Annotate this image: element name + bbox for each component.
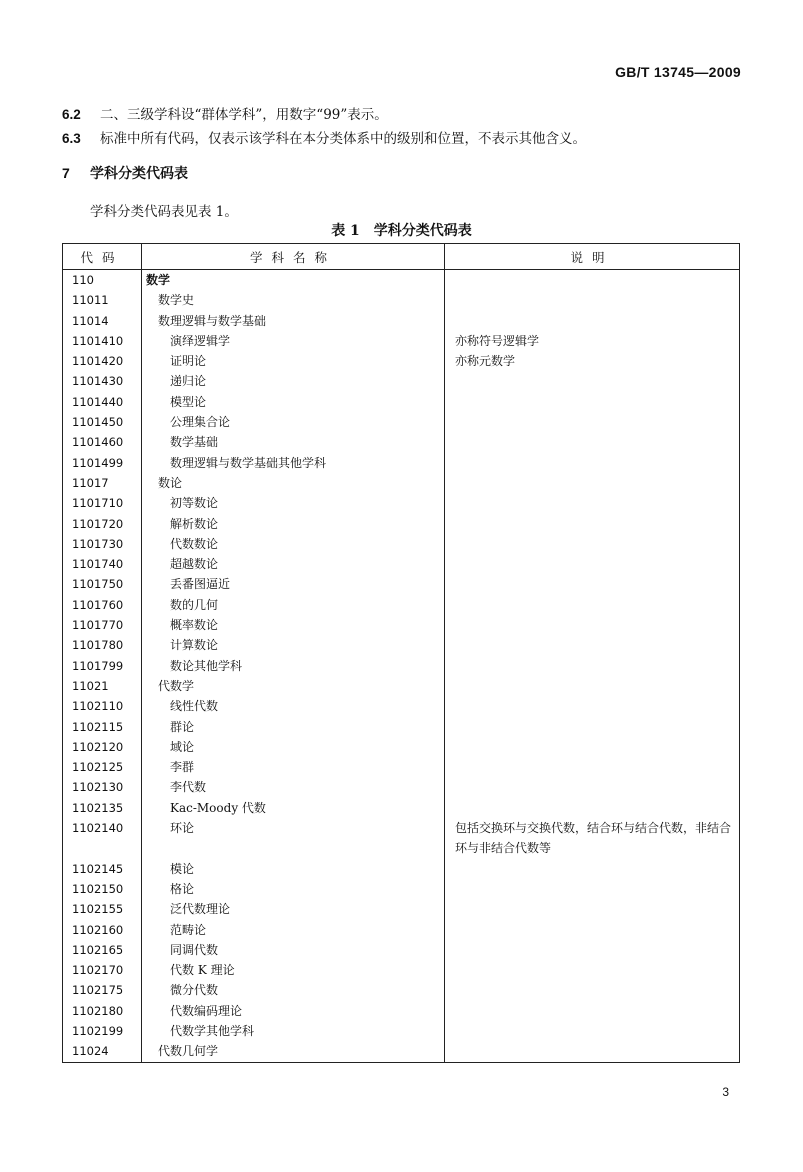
row-name: 范畴论 [170, 922, 207, 937]
row-code: 1102125 [63, 757, 142, 777]
row-name: 模型论 [170, 394, 207, 409]
row-name: 数理逻辑与数学基础 [158, 313, 267, 328]
header-code: 代码 [63, 244, 142, 270]
row-name: 李代数 [170, 780, 207, 795]
row-name-cell [142, 920, 445, 940]
row-name: 代数 K 理论 [170, 963, 235, 978]
table-body [63, 270, 740, 1063]
row-name-cell [142, 1021, 445, 1041]
row-code: 1101750 [63, 574, 142, 594]
row-code: 1102165 [63, 940, 142, 960]
table-row [63, 371, 740, 391]
table-row [63, 717, 740, 737]
table-row [63, 737, 740, 757]
clause-6-3 [62, 127, 586, 147]
row-code: 1102115 [63, 717, 142, 737]
header-note: 说明 [445, 244, 740, 270]
table-row [63, 290, 740, 310]
row-name: 代数数论 [170, 536, 219, 551]
table-row [63, 351, 740, 371]
row-note [445, 859, 740, 879]
row-note [445, 757, 740, 777]
header-name: 学科名称 [142, 244, 445, 270]
table-row [63, 940, 740, 960]
table-row [63, 554, 740, 574]
row-name: 数学 [146, 273, 171, 287]
row-name: 泛代数理论 [170, 902, 231, 917]
row-name: 数学史 [158, 293, 195, 308]
row-note [445, 940, 740, 960]
table-row [63, 432, 740, 452]
row-name-cell [142, 412, 445, 432]
row-name: 递归论 [170, 374, 207, 389]
table-row [63, 615, 740, 635]
row-name: 代数学其他学科 [170, 1023, 255, 1038]
table-row [63, 920, 740, 940]
row-name-cell [142, 696, 445, 716]
row-name: 概率数论 [170, 618, 219, 633]
row-note [445, 595, 740, 615]
row-note [445, 656, 740, 676]
row-note [445, 717, 740, 737]
row-name: 数学基础 [170, 435, 219, 450]
row-name: 同调代数 [170, 942, 219, 957]
row-name: 数的几何 [170, 597, 219, 612]
row-code: 110 [63, 270, 142, 291]
page-number: 3 [722, 1085, 729, 1099]
row-note [445, 737, 740, 757]
table-row [63, 859, 740, 879]
row-code: 1102175 [63, 980, 142, 1000]
row-name-cell [142, 392, 445, 412]
row-note [445, 1001, 740, 1021]
row-note [445, 635, 740, 655]
table-row [63, 676, 740, 696]
table-row [63, 777, 740, 797]
row-code: 1101450 [63, 412, 142, 432]
row-name-cell [142, 818, 445, 859]
row-note [445, 554, 740, 574]
row-name-cell [142, 859, 445, 879]
row-name-cell [142, 534, 445, 554]
row-name: 代数学 [158, 678, 195, 693]
row-code: 1102140 [63, 818, 142, 859]
row-note [445, 899, 740, 919]
row-name: 数论其他学科 [170, 658, 243, 673]
row-code: 1101420 [63, 351, 142, 371]
row-note [445, 676, 740, 696]
row-note: 亦称符号逻辑学 [445, 331, 740, 351]
row-code: 1101780 [63, 635, 142, 655]
row-name: 李群 [170, 760, 195, 775]
row-note [445, 696, 740, 716]
row-name-cell [142, 432, 445, 452]
clause-text: 标准中所有代码，仅表示该学科在本分类体系中的级别和位置，不表示其他含义。 [100, 131, 586, 147]
row-name-cell [142, 960, 445, 980]
row-note [445, 493, 740, 513]
section-title: 学科分类代码表 [90, 166, 188, 182]
row-name-cell [142, 980, 445, 1000]
table-row [63, 574, 740, 594]
clause-6-2 [62, 103, 388, 123]
row-code: 1102155 [63, 899, 142, 919]
row-note [445, 777, 740, 797]
row-name-cell [142, 899, 445, 919]
row-name-cell [142, 574, 445, 594]
row-code: 1102150 [63, 879, 142, 899]
row-note [445, 290, 740, 310]
row-name-cell [142, 1001, 445, 1021]
row-note [445, 798, 740, 818]
row-code: 1101760 [63, 595, 142, 615]
table-row [63, 635, 740, 655]
row-code: 1102145 [63, 859, 142, 879]
table-row [63, 453, 740, 473]
table-row [63, 270, 740, 291]
row-name: 群论 [170, 719, 195, 734]
table-row [63, 534, 740, 554]
row-name-cell [142, 351, 445, 371]
table-row [63, 1001, 740, 1021]
table-header-row [63, 244, 740, 270]
standard-id: GB/T 13745—2009 [615, 64, 741, 80]
table-row [63, 960, 740, 980]
row-code: 1102120 [63, 737, 142, 757]
row-code: 1101730 [63, 534, 142, 554]
row-name-cell [142, 493, 445, 513]
row-code: 1101799 [63, 656, 142, 676]
row-name: 域论 [170, 739, 195, 754]
row-note [445, 1041, 740, 1062]
table-row [63, 798, 740, 818]
intro-text: 学科分类代码表见表 1。 [90, 204, 238, 220]
table-row [63, 879, 740, 899]
row-name-cell [142, 656, 445, 676]
row-code: 1102110 [63, 696, 142, 716]
row-code: 1102170 [63, 960, 142, 980]
row-code: 11021 [63, 676, 142, 696]
row-code: 1102130 [63, 777, 142, 797]
row-code: 1101499 [63, 453, 142, 473]
table-row [63, 514, 740, 534]
row-code: 1101430 [63, 371, 142, 391]
section-number: 7 [62, 165, 70, 181]
table-row [63, 473, 740, 493]
row-name-cell [142, 777, 445, 797]
table-row [63, 899, 740, 919]
row-name: 代数几何学 [158, 1044, 219, 1059]
row-note [445, 473, 740, 493]
table-caption: 表 1 学科分类代码表 [331, 223, 472, 239]
table-row [63, 696, 740, 716]
table-row [63, 311, 740, 331]
row-name: 丢番图逼近 [170, 577, 231, 592]
table-row [63, 1041, 740, 1062]
row-name: 数理逻辑与数学基础其他学科 [170, 455, 327, 470]
row-code: 1101440 [63, 392, 142, 412]
row-note [445, 534, 740, 554]
row-name-cell [142, 290, 445, 310]
row-code: 11014 [63, 311, 142, 331]
row-name-cell [142, 554, 445, 574]
clause-number: 6.2 [62, 107, 81, 122]
row-name-cell [142, 473, 445, 493]
table-row [63, 493, 740, 513]
row-name-cell [142, 757, 445, 777]
row-note [445, 980, 740, 1000]
row-name-cell [142, 798, 445, 818]
row-name-cell [142, 717, 445, 737]
row-note [445, 574, 740, 594]
row-name: 演绎逻辑学 [170, 333, 231, 348]
row-code: 1102135 [63, 798, 142, 818]
row-name: 数论 [158, 475, 183, 490]
table-row [63, 595, 740, 615]
row-name-cell [142, 331, 445, 351]
table-row [63, 1021, 740, 1041]
row-name: 代数编码理论 [170, 1003, 243, 1018]
row-name-cell [142, 615, 445, 635]
row-name-cell [142, 514, 445, 534]
row-code: 11011 [63, 290, 142, 310]
row-note [445, 432, 740, 452]
row-code: 1102160 [63, 920, 142, 940]
row-name: 环论 [170, 821, 195, 836]
row-name-cell [142, 371, 445, 391]
row-note [445, 514, 740, 534]
row-note [445, 412, 740, 432]
row-name: 解析数论 [170, 516, 219, 531]
row-name-cell [142, 635, 445, 655]
row-code: 1101770 [63, 615, 142, 635]
row-name: 计算数论 [170, 638, 219, 653]
table-row [63, 656, 740, 676]
row-code: 1101410 [63, 331, 142, 351]
section-heading [62, 163, 188, 183]
row-name: 初等数论 [170, 496, 219, 511]
table-row [63, 331, 740, 351]
row-name-cell [142, 270, 445, 291]
clause-text: 二、三级学科设“群体学科”，用数字“99”表示。 [100, 107, 388, 123]
row-name: 格论 [170, 881, 195, 896]
table-row [63, 980, 740, 1000]
row-name-cell [142, 940, 445, 960]
table-row [63, 412, 740, 432]
row-name-cell [142, 311, 445, 331]
row-name-cell [142, 737, 445, 757]
row-note [445, 270, 740, 291]
row-note [445, 453, 740, 473]
row-code: 1102180 [63, 1001, 142, 1021]
row-note [445, 920, 740, 940]
table-row [63, 818, 740, 859]
row-name: 线性代数 [170, 699, 219, 714]
table-row [63, 757, 740, 777]
row-code: 11017 [63, 473, 142, 493]
row-code: 11024 [63, 1041, 142, 1062]
row-name: 超越数论 [170, 557, 219, 572]
row-note [445, 371, 740, 391]
row-note: 包括交换环与交换代数，结合环与结合代数，非结合环与非结合代数等 [445, 818, 740, 859]
row-code: 1101460 [63, 432, 142, 452]
row-code: 1101720 [63, 514, 142, 534]
row-note [445, 615, 740, 635]
row-code: 1101740 [63, 554, 142, 574]
row-code: 1101710 [63, 493, 142, 513]
row-name: 模论 [170, 861, 195, 876]
row-name-cell [142, 676, 445, 696]
row-name: 证明论 [170, 354, 207, 369]
table-row [63, 392, 740, 412]
classification-table [62, 243, 740, 1063]
row-name: 微分代数 [170, 983, 219, 998]
row-note: 亦称元数学 [445, 351, 740, 371]
row-name: 公理集合论 [170, 415, 231, 430]
row-code: 1102199 [63, 1021, 142, 1041]
row-note [445, 392, 740, 412]
row-name-cell [142, 1041, 445, 1062]
row-name: Kac-Moody 代数 [170, 800, 266, 815]
row-name-cell [142, 453, 445, 473]
row-name-cell [142, 595, 445, 615]
row-note [445, 311, 740, 331]
row-name-cell [142, 879, 445, 899]
row-note [445, 1021, 740, 1041]
row-note [445, 960, 740, 980]
row-note [445, 879, 740, 899]
clause-number: 6.3 [62, 131, 81, 146]
